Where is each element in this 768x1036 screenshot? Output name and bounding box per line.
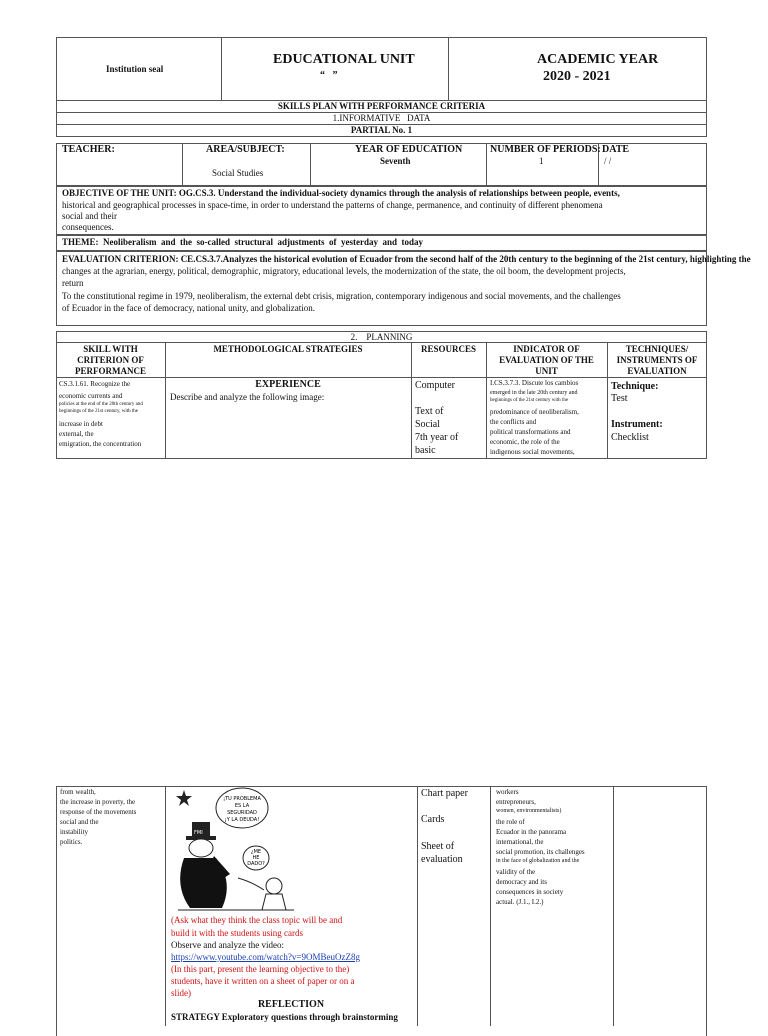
instruction-red-line-3: (In this part, present the learning objective to the) [171, 964, 350, 974]
date-label: DATE [602, 144, 630, 155]
political-cartoon-image [170, 786, 392, 912]
reflection-strategy: STRATEGY Exploratory questions through brainstorming [171, 1012, 398, 1022]
cartoon-bubble-line-2: ES LA [234, 803, 250, 809]
cont-indicator-line-11: consequences in society [496, 888, 564, 896]
experience-heading: EXPERIENCE [255, 379, 321, 390]
col-skill-header-3: PERFORMANCE [75, 366, 146, 376]
indicator-line-7: economic, the role of the [490, 438, 560, 446]
cont-skill-line-5: instability [60, 828, 88, 836]
objective-line-4: consequences. [62, 222, 114, 232]
resource-computer: Computer [415, 380, 455, 391]
cont-indicator-line-3: women, environmentalists) [496, 808, 562, 814]
skill-line-2: economic currents and [59, 392, 123, 400]
info-divider-1 [182, 143, 183, 186]
number-of-periods-value: 1 [539, 156, 544, 166]
skill-line-3: policies at the end of the 20th century and [59, 402, 143, 407]
theme-text: THEME: Neoliberalism and the so-called structural adjustments of yesterday and today [62, 237, 423, 247]
year-of-education-value: Seventh [380, 156, 411, 166]
section-planning: 2. PLANNING [350, 332, 413, 342]
academic-year-label: ACADEMIC YEAR [537, 52, 659, 67]
teacher-label: TEACHER: [62, 144, 115, 155]
cont-indicator-line-6: international, the [496, 838, 544, 846]
instruction-red-line-2: build it with the students using cards [171, 928, 303, 938]
info-divider-2 [310, 143, 311, 186]
skill-line-7: emigration, the concentration [59, 440, 142, 448]
indicator-line-4: predominance of neoliberalism, [490, 408, 579, 416]
cont-indicator-line-9: validity of the [496, 868, 536, 876]
partial-number: PARTIAL No. 1 [350, 125, 413, 135]
skill-line-5: increase in debt [59, 420, 103, 428]
video-instruction: Observe and analyze the video: [171, 940, 284, 950]
col-indicator-header-2: EVALUATION OF THE [499, 355, 594, 365]
instruction-red-line-1: (Ask what they think the class topic will be and [171, 915, 343, 925]
col-skill-header-2: CRITERION OF [77, 355, 144, 365]
cartoon-star [176, 790, 192, 806]
cont-col-divider-1 [165, 786, 166, 1026]
cont-skill-line-3: response of the movements [60, 808, 137, 816]
date-value: / / [604, 156, 612, 166]
video-link[interactable]: https://www.youtube.com/watch?v=9OMBeuOzZ8g [171, 952, 360, 962]
instruction-red-line-5: slide) [171, 988, 191, 998]
experience-instruction: Describe and analyze the following image: [170, 392, 325, 402]
col-indicator-header-3: UNIT [535, 366, 558, 376]
institution-seal-label: Institution seal [106, 64, 164, 74]
skill-line-4: beginnings of the 21st century, with the [59, 409, 138, 414]
area-subject-value: Social Studies [212, 168, 264, 178]
resource-basic: basic [415, 445, 436, 456]
cont-indicator-line-2: entrepreneurs, [496, 798, 536, 806]
area-subject-label: AREA/SUBJECT: [206, 144, 285, 155]
resource-7th-year: 7th year of [415, 432, 459, 443]
plan-title: SKILLS PLAN WITH PERFORMANCE CRITERIA [277, 101, 486, 111]
cartoon-bubble-line-3: SEGURIDAD [227, 810, 257, 816]
cont-indicator-line-1: workers [496, 788, 519, 796]
criterion-line-5: of Ecuador in the face of democracy, national unity, and globalization. [62, 303, 315, 313]
objective-line-2: historical and geographical processes in space-time, in order to understand the patterns of change, permanence, and continuity of different phenomena [62, 200, 603, 210]
indicator-line-8: indigenous social movements, [490, 448, 575, 456]
cartoon-reply-line-3: DADO? [247, 861, 265, 867]
planning-rule-2 [56, 377, 707, 378]
skill-line-1: CS.3.1.61. Recognize the [59, 380, 131, 388]
cont-col-divider-4 [613, 786, 614, 1026]
cont-col-divider-3 [490, 786, 491, 1026]
col-strategies-header: METHODOLOGICAL STRATEGIES [213, 344, 363, 354]
criterion-line-3: return [62, 278, 84, 288]
resource-social: Social [415, 419, 440, 430]
col-skill-header-1: SKILL WITH [83, 344, 138, 354]
indicator-line-5: the conflicts and [490, 418, 537, 426]
svg-text:FMI: FMI [194, 830, 203, 836]
resource-sheet-of: Sheet of [421, 841, 455, 852]
header-divider-2 [448, 37, 449, 101]
educational-unit-title: EDUCATIONAL UNIT [273, 52, 415, 67]
indicator-line-6: political transformations and [490, 428, 571, 436]
resource-text-of: Text of [415, 406, 444, 417]
objective-line-3: social and their [62, 211, 117, 221]
educational-unit-quotes: “ ” [320, 70, 338, 81]
resource-cards: Cards [421, 814, 445, 825]
cartoon-bubble-line-1: ¡TU PROBLEMA [223, 796, 261, 802]
technique-value: Test [611, 393, 628, 404]
criterion-line-4: To the constitutional regime in 1979, neoliberalism, the external debt crisis, migration, contemporary indigenous and social movements, and the challenges [62, 291, 621, 301]
col-resources-header: RESOURCES [420, 344, 476, 354]
year-of-education-label: YEAR OF EDUCATION [355, 144, 463, 155]
criterion-line-1: EVALUATION CRITERION: CE.CS.3.7.Analyzes the historical evolution of Ecuador from the second half of the 20th century to the beginning of the 21st century, highlighting the [62, 254, 751, 264]
academic-year-value: 2020 - 2021 [543, 69, 611, 84]
cont-indicator-line-5: Ecuador in the panorama [496, 828, 567, 836]
cartoon-reply-line-2: HE [252, 855, 260, 861]
planning-col-divider-2 [411, 342, 412, 459]
reflection-heading: REFLECTION [257, 999, 325, 1010]
cont-skill-line-4: social and the [60, 818, 99, 826]
instruction-red-line-4: students, have it written on a sheet of paper or on a [171, 976, 355, 986]
cont-indicator-line-10: democracy and its [496, 878, 547, 886]
cont-indicator-line-4: the role of [496, 818, 525, 826]
indicator-line-2: emerged in the late 20th century and [490, 390, 578, 396]
cont-indicator-line-7: social promotion, its challenges [496, 848, 585, 856]
resource-evaluation: evaluation [421, 854, 463, 865]
header-divider-1 [221, 37, 222, 101]
cartoon-reply-line-1: ¿ME [250, 849, 262, 855]
instrument-label: Instrument: [611, 419, 663, 430]
col-techniques-header-3: EVALUATION [627, 366, 687, 376]
cartoon-bubble-line-4: ¡Y LA DEUDA! [224, 817, 260, 823]
objective-line-1: OBJECTIVE OF THE UNIT: OG.CS.3. Understand the individual-society dynamics through the analysis of relationships between people, events, [62, 188, 620, 198]
section-informative-data: 1.INFORMATIVE DATA [332, 113, 431, 123]
instrument-value: Checklist [611, 432, 649, 443]
resource-chart-paper: Chart paper [421, 788, 468, 799]
criterion-line-2: changes at the agrarian, energy, political, demographic, migratory, educational levels, the modernization of the state, the oil boom, the development projects, [62, 266, 626, 276]
cont-indicator-line-8: in the face of globalization and the [496, 858, 580, 864]
planning-col-divider-1 [165, 342, 166, 459]
info-divider-3 [486, 143, 487, 186]
skill-line-6: external, the [59, 430, 94, 438]
cont-skill-line-6: politics. [60, 838, 83, 846]
cont-indicator-line-12: actual. (J.1., I.2.) [496, 898, 544, 906]
col-techniques-header-1: TECHNIQUES/ [625, 344, 689, 354]
cont-col-divider-2 [417, 786, 418, 1026]
number-of-periods-label: NUMBER OF PERIODS: [490, 144, 601, 155]
cont-skill-line-2: the increase in poverty, the [60, 798, 136, 806]
technique-label: Technique: [611, 381, 659, 392]
indicator-line-1: I.CS.3.7.3. Discute los cambios [490, 379, 579, 387]
indicator-line-3: beginnings of the 21st century with the [490, 398, 569, 403]
cont-skill-line-1: from wealth, [60, 788, 96, 796]
col-techniques-header-2: INSTRUMENTS OF [616, 355, 698, 365]
col-indicator-header-1: INDICATOR OF [513, 344, 580, 354]
